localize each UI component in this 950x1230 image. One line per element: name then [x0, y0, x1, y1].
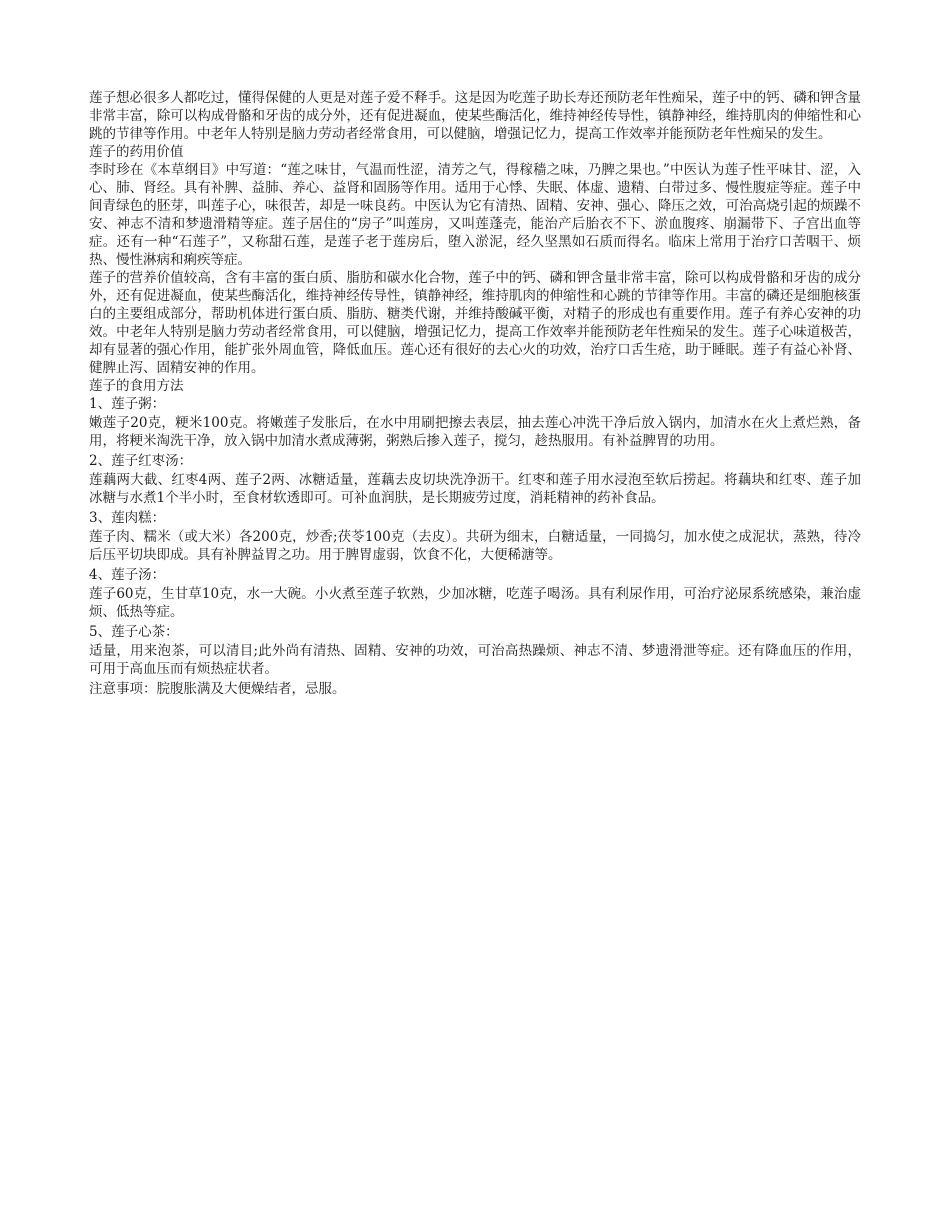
- recipe-body: 莲藕两大截、红枣4两、莲子2两、冰糖适量，莲藕去皮切块洗净沥干。红枣和莲子用水浸泡至软后捞起。将藕块和红枣、莲子加冰糖与水煮1个半小时，至食材软透即可。可补血润肤，是长期疲劳过度，消耗精神的药补食品。: [89, 472, 861, 506]
- document-body: [89, 89, 861, 698]
- medicinal-value-heading: 莲子的药用价值: [89, 144, 184, 160]
- intro-paragraph: 莲子想必很多人都吃过，懂得保健的人更是对莲子爱不释手。这是因为吃莲子助长寿还预防老年性痴呆，莲子中的钙、磷和钾含量非常丰富，除可以构成骨骼和牙齿的成分外，还有促进凝血，使某些酶活化，维持神经传导性，镇静神经，维持肌肉的伸缩性和心跳的节律等作用。中老年人特别是脑力劳动者经常食用，可以健脑，增强记忆力，提高工作效率并能预防老年性痴呆的发生。: [89, 90, 861, 142]
- recipe-body: 莲子60克，生甘草10克，水一大碗。小火煮至莲子软熟，少加冰糖，吃莲子喝汤。具有利尿作用，可治疗泌尿系统感染，兼治虚烦、低热等症。: [89, 586, 861, 620]
- recipe-title: 5、莲子心茶：: [89, 624, 179, 640]
- recipe-body: 嫩莲子20克，粳米100克。将嫩莲子发胀后，在水中用刷把擦去表层，抽去莲心冲洗干净后放入锅内，加清水在火上煮烂熟，备用，将粳米淘洗干净，放入锅中加清水煮成薄粥，粥熟后掺入莲子，搅匀，趁热服用。有补益脾胃的功用。: [89, 415, 861, 449]
- recipe-body: 适量，用来泡茶，可以清目;此外尚有清热、固精、安神的功效，可治高热躁烦、神志不清、梦遗滑泄等症。还有降血压的作用，可用于高血压而有烦热症状者。: [89, 643, 861, 677]
- medicinal-paragraph-1: 李时珍在《本草纲目》中写道：“莲之味甘，气温而性涩，清芳之气，得稼穑之味，乃脾之果也。”中医认为莲子性平味甘、涩，入心、肺、肾经。具有补脾、益肺、养心、益肾和固肠等作用。适用于心悸、失眠、体虚、遗精、白带过多、慢性腹症等症。莲子中间青绿色的胚芽，叫莲子心，味很苦，却是一味良药。中医认为它有清热、固精、安神、强心、降压之效，可治高烧引起的烦躁不安、神志不清和梦遗滑精等症。莲子居住的“房子”叫莲房，又叫莲蓬壳，能治产后胎衣不下、淤血腹疼、崩漏带下、子宫出血等症。还有一种“石莲子”，又称甜石莲，是莲子老于莲房后，堕入淤泥，经久坚黑如石质而得名。临床上常用于治疗口苦咽干、烦热、慢性淋病和痢疾等症。: [89, 162, 861, 268]
- recipe-title: 3、莲肉糕：: [89, 510, 166, 526]
- recipe-body: 莲子肉、糯米（或大米）各200克，炒香;茯苓100克（去皮）。共研为细末，白糖适量，一同捣匀，加水使之成泥状，蒸熟，待冷后压平切块即成。具有补脾益胃之功。用于脾胃虚弱，饮食不化，大便稀溏等。: [89, 529, 861, 563]
- recipe-title: 1、莲子粥：: [89, 396, 166, 412]
- recipe-title: 2、莲子红枣汤：: [89, 453, 193, 469]
- recipe-title: 4、莲子汤：: [89, 567, 166, 583]
- precautions-note: 注意事项：脘腹胀满及大便燥结者，忌服。: [89, 681, 346, 697]
- eating-methods-heading: 莲子的食用方法: [89, 378, 184, 394]
- medicinal-paragraph-2: 莲子的营养价值较高，含有丰富的蛋白质、脂肪和碳水化合物，莲子中的钙、磷和钾含量非常丰富，除可以构成骨骼和牙齿的成分外，还有促进凝血，使某些酶活化，维持神经传导性，镇静神经，维持肌肉的伸缩性和心跳的节律等作用。丰富的磷还是细胞核蛋白的主要组成部分，帮助机体进行蛋白质、脂肪、糖类代谢，并维持酸碱平衡，对精子的形成也有重要作用。莲子有养心安神的功效。中老年人特别是脑力劳动者经常食用，可以健脑，增强记忆力，提高工作效率并能预防老年性痴呆的发生。莲子心味道极苦，却有显著的强心作用，能扩张外周血管，降低血压。莲心还有很好的去心火的功效，治疗口舌生疮，助于睡眠。莲子有益心补肾、健脾止泻、固精安神的作用。: [89, 270, 861, 376]
